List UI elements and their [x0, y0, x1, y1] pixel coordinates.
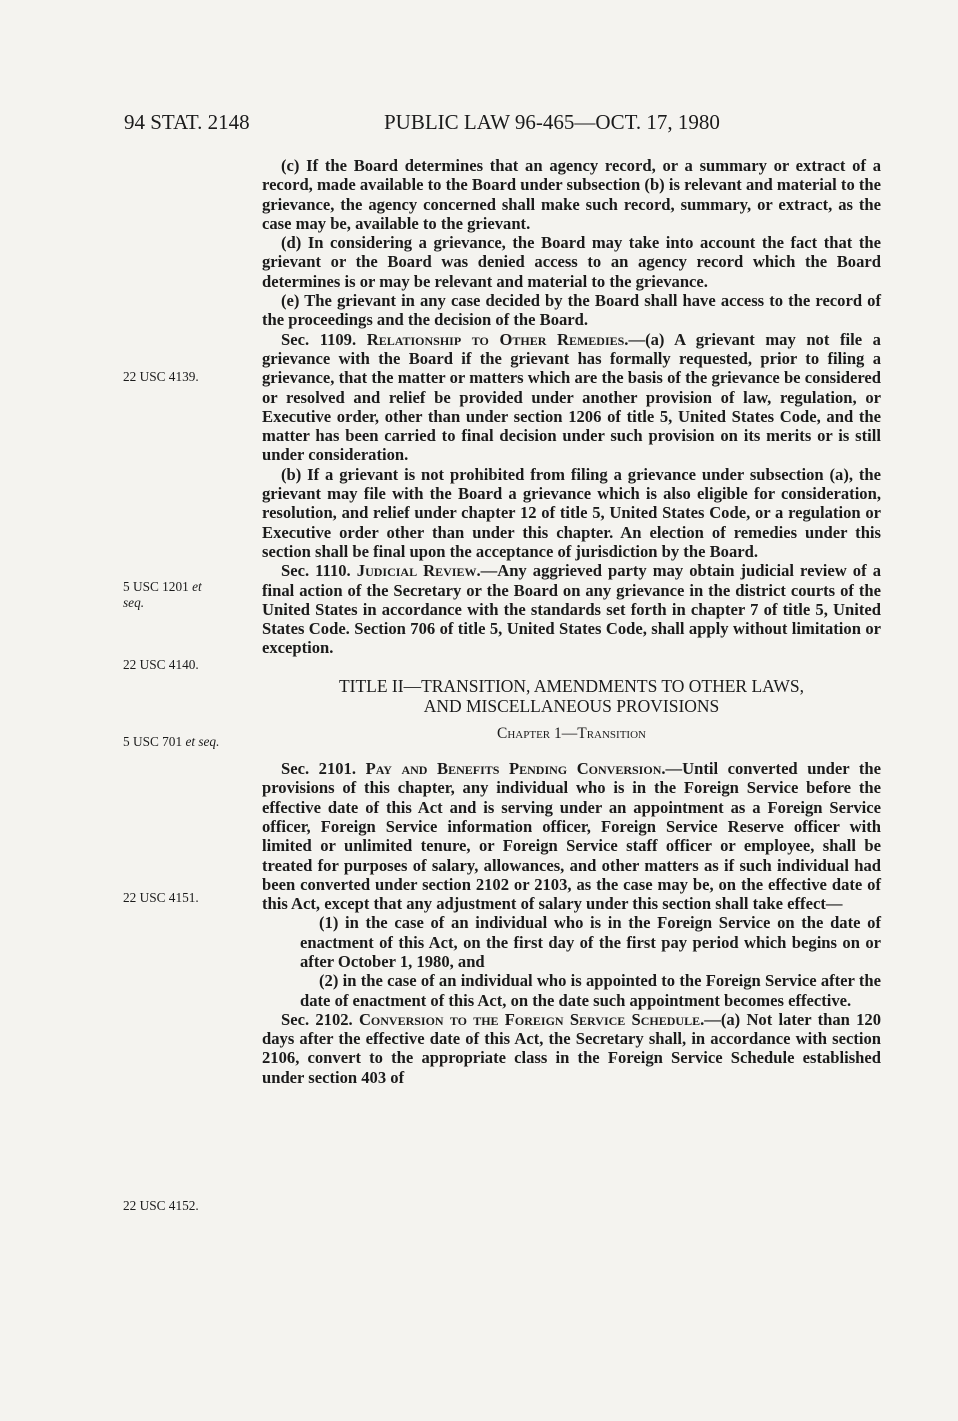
section-text: —Until converted under the provisions of this chapter, any individual who is in the Foreign Service before the effective date of this Act and is serving under an appointment as a Foreign Service officer, Foreign Service information officer, Foreign Service Reserve officer with limited or unlimited tenure, or Foreign Service staff officer or employee, shall be treated for purposes of salary, allowances, and other matters as if such individual had been converted under section 2102 or 2103, as the case may be, on the effective date of this Act, except that any adjustment of salary under this section shall take effect—: [262, 759, 881, 914]
margin-citation-italic: et seq.: [185, 734, 220, 749]
margin-citation-5usc701: [123, 734, 219, 750]
section-2101-item-1: (1) in the case of an individual who is in the Foreign Service on the date of enactment of this Act, on the first day of the first pay period which begins on or after October 1, 1980, and: [300, 913, 881, 971]
main-text-column: [262, 156, 881, 1087]
margin-citation-22usc4139: 22 USC 4139.: [123, 369, 199, 384]
title-line: TITLE II—TRANSITION, AMENDMENTS TO OTHER LAWS,: [338, 675, 805, 696]
paragraph-c: (c) If the Board determines that an agency record, or a summary or extract of a record, made available to the Board under subsection (b) is relevant and material to the grievance, the agency concerned shall make such record, summary, or extract, as the case may be, available to the grievant.: [262, 156, 882, 233]
section-heading: Relationship to Other Remedies.: [366, 329, 629, 349]
running-header: PUBLIC LAW 96-465—OCT. 17, 1980: [384, 110, 720, 134]
stat-page-number: 94 STAT. 2148: [124, 110, 250, 134]
section-text: —(a) Not later than 120 days after the effective date of this Act, the Secretary shall, in accordance with section 2106, convert to the appropriate class in the Foreign Service Schedule established under section 403 of: [262, 1009, 881, 1087]
margin-citation-5usc1201: [123, 579, 202, 611]
section-heading: Pay and Benefits Pending Conversion.: [365, 759, 666, 779]
section-number: Sec. 2101.: [281, 759, 356, 779]
margin-citation-text: 5 USC 1201: [123, 579, 189, 594]
section-2102: [262, 1010, 881, 1087]
margin-citation-italic: et: [192, 579, 202, 594]
section-1109-b: (b) If a grievant is not prohibited from filing a grievance under subsection (a), the grievant may file with the Board a grievance which is also eligible for consideration, resolution, and relief under chapter 12 of title 5, United States Code, or a regulation or Executive order other than under this chapter. An election of remedies under this section shall be final upon the acceptance of jurisdiction by the Board.: [262, 464, 881, 561]
margin-citation-22usc4151: 22 USC 4151.: [123, 890, 199, 905]
section-1109: [262, 330, 881, 465]
section-1110: [262, 561, 881, 657]
section-heading: Conversion to the Foreign Service Schedule.: [358, 1009, 705, 1029]
section-text: —Any aggrieved party may obtain judicial review of a final action of the Secretary or the Board on any grievance in the district courts of the United States in accordance with the standards set forth in chapter 7 of title 5, United States Code. Section 706 of title 5, United States Code, shall apply without limitation or exception.: [262, 561, 881, 658]
section-number: Sec. 2102.: [281, 1009, 353, 1029]
margin-citation-22usc4152: 22 USC 4152.: [123, 1198, 199, 1213]
section-text: —(a) A grievant may not file a grievance with the Board if the grievant has formally requested, prior to filing a grievance, that the matter or matters which are the basis of the grievance be considered or resolved and relief be provided under another provision of law, regulation, or Executive order, other than under section 1206 of title 5, United States Code, and the matter has been carried to final decision under such provision on its merits or is still under consideration.: [262, 329, 881, 465]
title-line: AND MISCELLANEOUS PROVISIONS: [423, 695, 720, 716]
margin-citation-22usc4140: 22 USC 4140.: [123, 657, 199, 672]
title-heading: [240, 676, 903, 716]
section-number: Sec. 1110.: [281, 561, 351, 581]
margin-citation-text: 5 USC 701: [123, 734, 183, 749]
paragraph-e: (e) The grievant in any case decided by the Board shall have access to the record of the proceedings and the decision of the Board.: [262, 291, 881, 330]
paragraph-d: (d) In considering a grievance, the Board may take into account the fact that the grievant or the Board was denied access to an agency record which the Board determines is or may be relevant and material to the grievance.: [262, 233, 881, 291]
section-number: Sec. 1109.: [281, 329, 357, 349]
section-heading: Judicial Review.: [356, 561, 481, 581]
chapter-heading: Chapter 1—Transition: [497, 724, 646, 742]
section-2101-item-2: (2) in the case of an individual who is appointed to the Foreign Service after the date of enactment of this Act, on the date such appointment becomes effective.: [300, 971, 881, 1010]
section-2101: [262, 759, 881, 913]
margin-citation-italic: seq.: [123, 595, 145, 610]
